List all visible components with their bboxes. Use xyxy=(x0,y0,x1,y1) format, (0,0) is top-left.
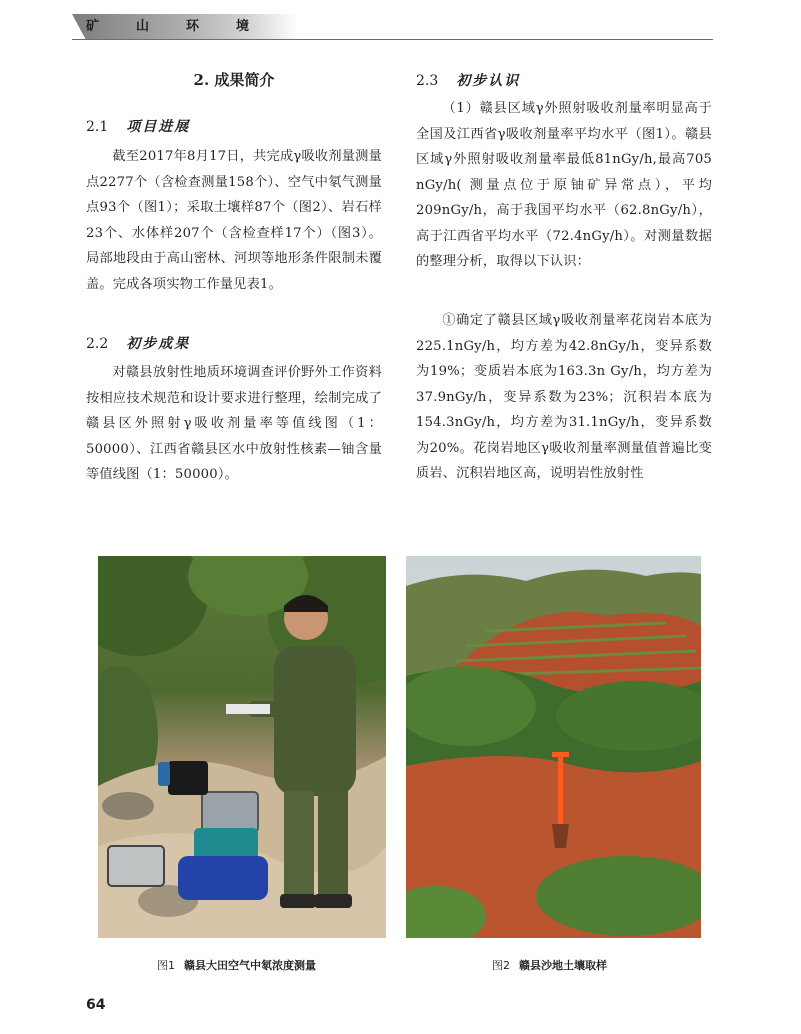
paragraph-understanding-1: （1）赣县区域γ外照射吸收剂量率明显高于全国及江西省γ吸收剂量率平均水平（图1）。赣县区域γ外照射吸收剂量率最低81nGy/h,最高705 nGy/h( 测量点位于原铀矿异常点），平均209nGy/h，高于我国平均水平（62.8nGy/h），高于江西省平均水平（72.4nGy/h）。对测量数据的整理分析，取得以下认识： xyxy=(416,101,712,269)
subsection-number: 2.1 xyxy=(86,119,109,135)
subsection-title: 初步认识 xyxy=(456,73,521,89)
paragraph-understanding-2: ①确定了赣县区域γ吸收剂量率花岗岩本底为225.1nGy/h，均方差为42.8nGy/h，变异系数为19%；变质岩本底为163.3n Gy/h，均方差为37.9nGy/h，变异系数为23%；沉积岩本底为154.3nGy/h，均方差为31.1nGy/h，变异系数为20%。花岗岩地区γ吸收剂量率测量值普遍比变质岩、沉积岩地区高，说明岩性放射性 xyxy=(416,313,712,481)
journal-title: 矿山环境 xyxy=(86,19,287,34)
subsection-heading-2-2 xyxy=(86,333,190,355)
header-rule xyxy=(72,39,713,40)
subsection-title: 初步成果 xyxy=(126,336,191,352)
paragraph-results: 对赣县放射性地质环境调查评价野外工作资料按相应技术规范和设计要求进行整理，绘制完成了赣县区外照射γ吸收剂量率等值线图（1：50000）、江西省赣县区水中放射性核素—铀含量等值线图（1：50000）。 xyxy=(86,365,382,482)
figure-2-caption xyxy=(492,958,607,974)
figure-caption-text: 赣县大田空气中氡浓度测量 xyxy=(184,959,316,972)
page-number: 64 xyxy=(86,997,106,1013)
figure-label: 图1 xyxy=(157,959,175,972)
figure-2-photo xyxy=(406,556,701,938)
subsection-heading-2-1 xyxy=(86,116,190,138)
subsection-number: 2.3 xyxy=(416,73,439,89)
figure-1-caption xyxy=(157,958,316,974)
figure-1-photo xyxy=(98,556,386,938)
figure-caption-text: 赣县沙地土壤取样 xyxy=(519,959,607,972)
subsection-heading-2-3 xyxy=(416,70,520,92)
subsection-title: 项目进展 xyxy=(126,119,191,135)
paragraph-progress: 截至2017年8月17日，共完成γ吸收剂量测量点2277个（含检查测量158个）、空气中氡气测量点93个（图1）；采取土壤样87个（图2）、岩石样23个、水体样207个（含检查样17个）（图3）。局部地段由于高山密林、河坝等地形条件限制未覆盖。完成各项实物工作量见表1。 xyxy=(86,149,382,292)
subsection-number: 2.2 xyxy=(86,336,109,352)
figure-label: 图2 xyxy=(492,959,510,972)
section-title: 2. 成果简介 xyxy=(193,71,275,89)
